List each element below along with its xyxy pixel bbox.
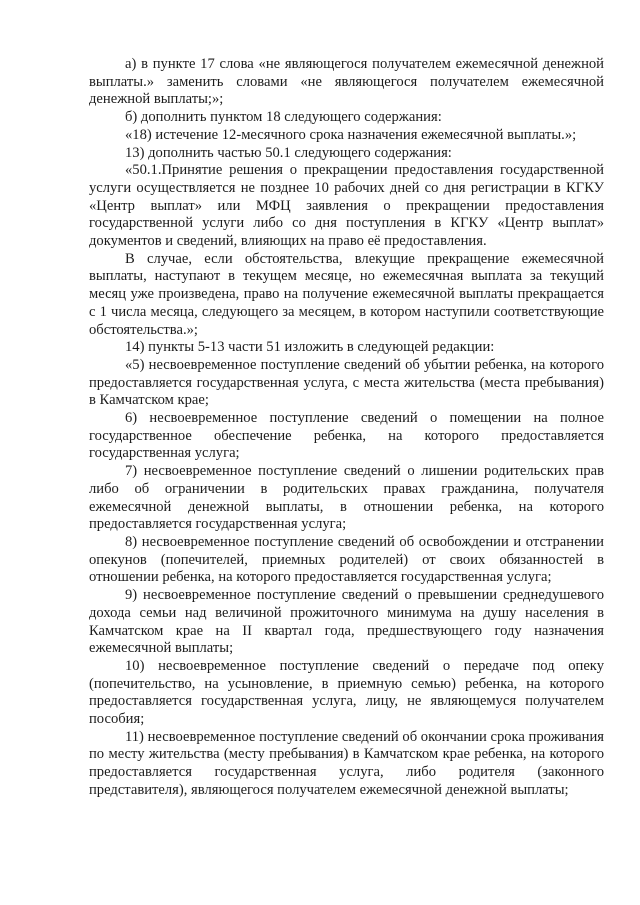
paragraph-point-5: «5) несвоевременное поступление сведений об убытии ребенка, на которого предоставляется государственная услуга, с места жительства (места пребывания) в Камчатском крае; — [89, 356, 604, 409]
paragraph-termination-case: В случае, если обстоятельства, влекущие прекращение ежемесячной выплаты, наступают в текущем месяце, но ежемесячная выплата за текущий месяц уже произведена, право на получение ежемесячной выплаты прекращается с 1 числа месяца, следующего за месяцем, в котором наступили соответствующие обстоятельства.»; — [89, 250, 604, 338]
paragraph-item-13: 13) дополнить частью 50.1 следующего содержания: — [125, 144, 452, 161]
paragraph-point-9: 9) несвоевременное поступление сведений о превышении среднедушевого дохода семьи над величиной прожиточного минимума на душу населения в Камчатском крае на II квартал года, предшествующего году назначения ежемесячной выплаты; — [89, 587, 604, 657]
paragraph-point-6: 6) несвоевременное поступление сведений о помещении на полное государственное обеспечение ребенка, на которого предоставляется государственная услуга; — [89, 410, 604, 462]
paragraph-item-14: 14) пункты 5-13 части 51 изложить в следующей редакции: — [125, 339, 495, 356]
paragraph-point-8: 8) несвоевременное поступление сведений об освобождении и отстранении опекунов (попечителей, приемных родителей) от своих обязанностей в отношении ребенка, на которого предоставляется государственная услуга; — [89, 533, 604, 586]
paragraph-point-10: 10) несвоевременное поступление сведений о передаче под опеку (попечительство, на усыновление, в приемную семью) ребенка, на которого предоставляется государственная услуга, лицу, не являющемуся получателем пособия; — [89, 657, 604, 728]
paragraph-item-a: а) в пункте 17 слова «не являющегося получателем ежемесячной денежной выплаты.» заменить словами «не являющегося получателем ежемесячной денежной выплаты;»; — [89, 56, 604, 108]
paragraph-part-50-1: «50.1.Принятие решения о прекращении предоставления государственной услуги осуществляется не позднее 10 рабочих дней со дня регистрации в КГКУ «Центр выплат» или МФЦ заявления о прекращении предоставления государственной услуги либо со дня поступления в КГКУ «Центр выплат» документов и сведений, влияющих на право её предоставления. — [89, 162, 604, 250]
paragraph-point-18: «18) истечение 12-месячного срока назначения ежемесячной выплаты.»; — [125, 126, 577, 143]
paragraph-item-b: б) дополнить пунктом 18 следующего содержания: — [125, 109, 442, 126]
paragraph-point-7: 7) несвоевременное поступление сведений о лишении родительских прав либо об ограничении в родительских правах гражданина, получателя ежемесячной денежной выплаты, в отношении ребенка, на которого предоставляется государственная услуга; — [89, 463, 604, 533]
paragraph-point-11: 11) несвоевременное поступление сведений об окончании срока проживания по месту жительства (месту пребывания) в Камчатском крае ребенка, на которого предоставляется государственная услуга, либо родителя (законного представителя), являющегося получателем ежемесячной денежной выплаты; — [89, 728, 604, 798]
